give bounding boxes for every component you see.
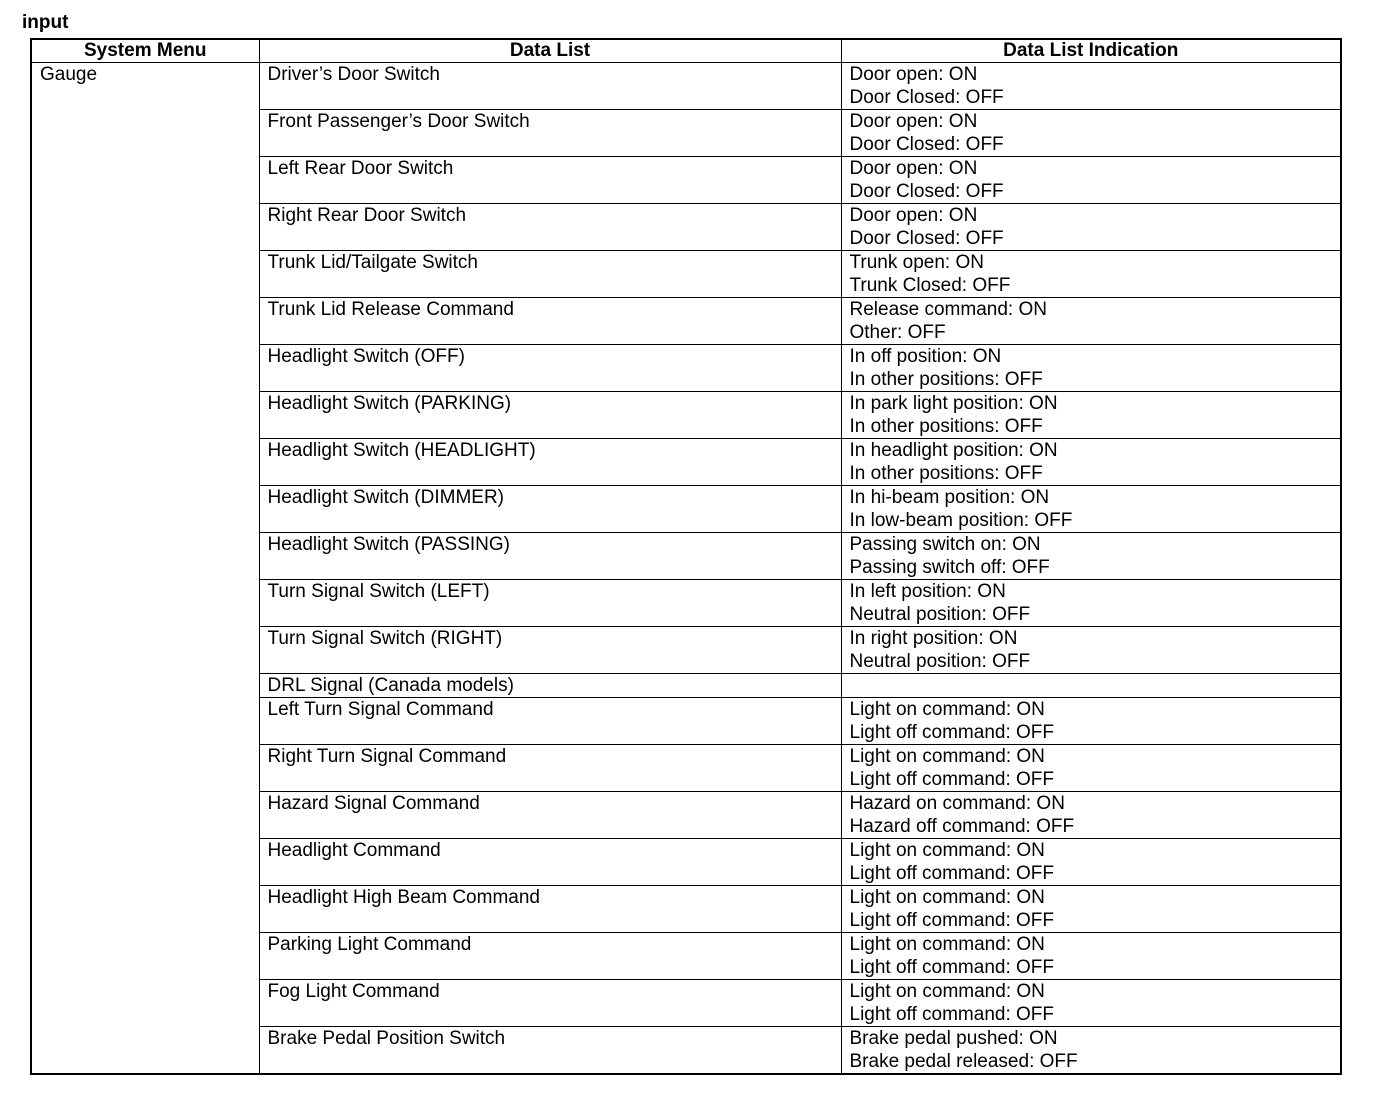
- indication-line: Light on command: ON: [849, 699, 1045, 720]
- header-data-list: Data List: [259, 39, 841, 63]
- data-list-indication: [841, 627, 1341, 674]
- indication-line: In headlight position: ON: [849, 440, 1058, 461]
- indication-line: Hazard off command: OFF: [849, 816, 1075, 837]
- indication-line: Neutral position: OFF: [849, 651, 1031, 672]
- indication-line: Trunk Closed: OFF: [849, 275, 1011, 296]
- system-menu-cell: Gauge: [31, 63, 259, 1075]
- indication-line: In hi-beam position: ON: [849, 487, 1050, 508]
- data-list-indication: [841, 486, 1341, 533]
- header-system-menu: System Menu: [31, 39, 259, 63]
- data-list-indication: [841, 298, 1341, 345]
- data-list-indication: [841, 792, 1341, 839]
- data-list-indication: [841, 251, 1341, 298]
- table-body: [31, 63, 1341, 1075]
- indication-line: Door open: ON: [849, 158, 978, 179]
- data-list-indication: [841, 533, 1341, 580]
- indication-line: Door Closed: OFF: [849, 181, 1004, 202]
- data-list-item: Hazard Signal Command: [259, 792, 841, 839]
- data-list-item: Headlight Command: [259, 839, 841, 886]
- data-list-item: Left Turn Signal Command: [259, 698, 841, 745]
- data-list-item: Brake Pedal Position Switch: [259, 1027, 841, 1075]
- data-list-item: Headlight Switch (OFF): [259, 345, 841, 392]
- indication-line: Passing switch off: OFF: [849, 557, 1050, 578]
- data-list-item: Right Rear Door Switch: [259, 204, 841, 251]
- data-list-indication: [841, 392, 1341, 439]
- indication-line: Light on command: ON: [849, 981, 1045, 1002]
- data-list-item: Driver’s Door Switch: [259, 63, 841, 110]
- data-list-item: Turn Signal Switch (RIGHT): [259, 627, 841, 674]
- indication-line: Passing switch on: ON: [849, 534, 1041, 555]
- data-list-item: Fog Light Command: [259, 980, 841, 1027]
- table-row: [31, 63, 1341, 110]
- data-list-indication: [841, 1027, 1341, 1075]
- indication-line: Light off command: OFF: [849, 769, 1055, 790]
- indication-line: In other positions: OFF: [849, 416, 1043, 437]
- indication-line: Brake pedal released: OFF: [849, 1051, 1078, 1072]
- indication-line: Light off command: OFF: [849, 1004, 1055, 1025]
- data-list-indication: [841, 886, 1341, 933]
- indication-line: Door Closed: OFF: [849, 228, 1004, 249]
- data-list-indication: [841, 345, 1341, 392]
- data-list-indication: [841, 980, 1341, 1027]
- indication-line: Light on command: ON: [849, 887, 1045, 908]
- indication-line: Trunk open: ON: [849, 252, 984, 273]
- data-list-indication: [841, 674, 1341, 698]
- indication-line: Light on command: ON: [849, 934, 1045, 955]
- indication-line: In other positions: OFF: [849, 369, 1043, 390]
- data-list-indication: [841, 839, 1341, 886]
- indication-line: Door open: ON: [849, 64, 978, 85]
- data-list-item: DRL Signal (Canada models): [259, 674, 841, 698]
- data-list-item: Front Passenger’s Door Switch: [259, 110, 841, 157]
- data-list-indication: [841, 933, 1341, 980]
- data-list-item: Headlight Switch (PASSING): [259, 533, 841, 580]
- data-list-item: Headlight Switch (HEADLIGHT): [259, 439, 841, 486]
- data-list-item: Left Rear Door Switch: [259, 157, 841, 204]
- indication-line: Door Closed: OFF: [849, 87, 1004, 108]
- indication-line: Neutral position: OFF: [849, 604, 1031, 625]
- indication-line: Door Closed: OFF: [849, 134, 1004, 155]
- data-list-indication: [841, 580, 1341, 627]
- indication-line: In right position: ON: [849, 628, 1018, 649]
- indication-line: Light off command: OFF: [849, 957, 1055, 978]
- data-list-table: [30, 38, 1342, 1075]
- data-list-indication: [841, 110, 1341, 157]
- indication-line: Release command: ON: [849, 299, 1047, 320]
- data-list-indication: [841, 204, 1341, 251]
- indication-line: Door open: ON: [849, 205, 978, 226]
- data-list-item: Trunk Lid/Tailgate Switch: [259, 251, 841, 298]
- indication-line: Light on command: ON: [849, 746, 1045, 767]
- indication-line: Light off command: OFF: [849, 863, 1055, 884]
- indication-line: In other positions: OFF: [849, 463, 1043, 484]
- indication-line: Hazard on command: ON: [849, 793, 1065, 814]
- page-heading: input: [22, 12, 69, 33]
- indication-line: In left position: ON: [849, 581, 1006, 602]
- indication-line: In park light position: ON: [849, 393, 1058, 414]
- data-list-indication: [841, 698, 1341, 745]
- indication-line: In low-beam position: OFF: [849, 510, 1073, 531]
- indication-line: Light off command: OFF: [849, 722, 1055, 743]
- indication-line: Brake pedal pushed: ON: [849, 1028, 1058, 1049]
- data-list-indication: [841, 745, 1341, 792]
- indication-line: Light off command: OFF: [849, 910, 1055, 931]
- data-list-item: Headlight High Beam Command: [259, 886, 841, 933]
- header-data-list-indication: Data List Indication: [841, 39, 1341, 63]
- table-header-row: [31, 39, 1341, 63]
- data-list-item: Headlight Switch (DIMMER): [259, 486, 841, 533]
- data-list-item: Right Turn Signal Command: [259, 745, 841, 792]
- indication-line: In off position: ON: [849, 346, 1002, 367]
- indication-line: Door open: ON: [849, 111, 978, 132]
- data-list-indication: [841, 63, 1341, 110]
- data-list-item: Turn Signal Switch (LEFT): [259, 580, 841, 627]
- data-list-indication: [841, 157, 1341, 204]
- data-list-item: Headlight Switch (PARKING): [259, 392, 841, 439]
- data-list-item: Parking Light Command: [259, 933, 841, 980]
- data-list-indication: [841, 439, 1341, 486]
- data-list-item: Trunk Lid Release Command: [259, 298, 841, 345]
- indication-line: Other: OFF: [849, 322, 946, 343]
- indication-line: Light on command: ON: [849, 840, 1045, 861]
